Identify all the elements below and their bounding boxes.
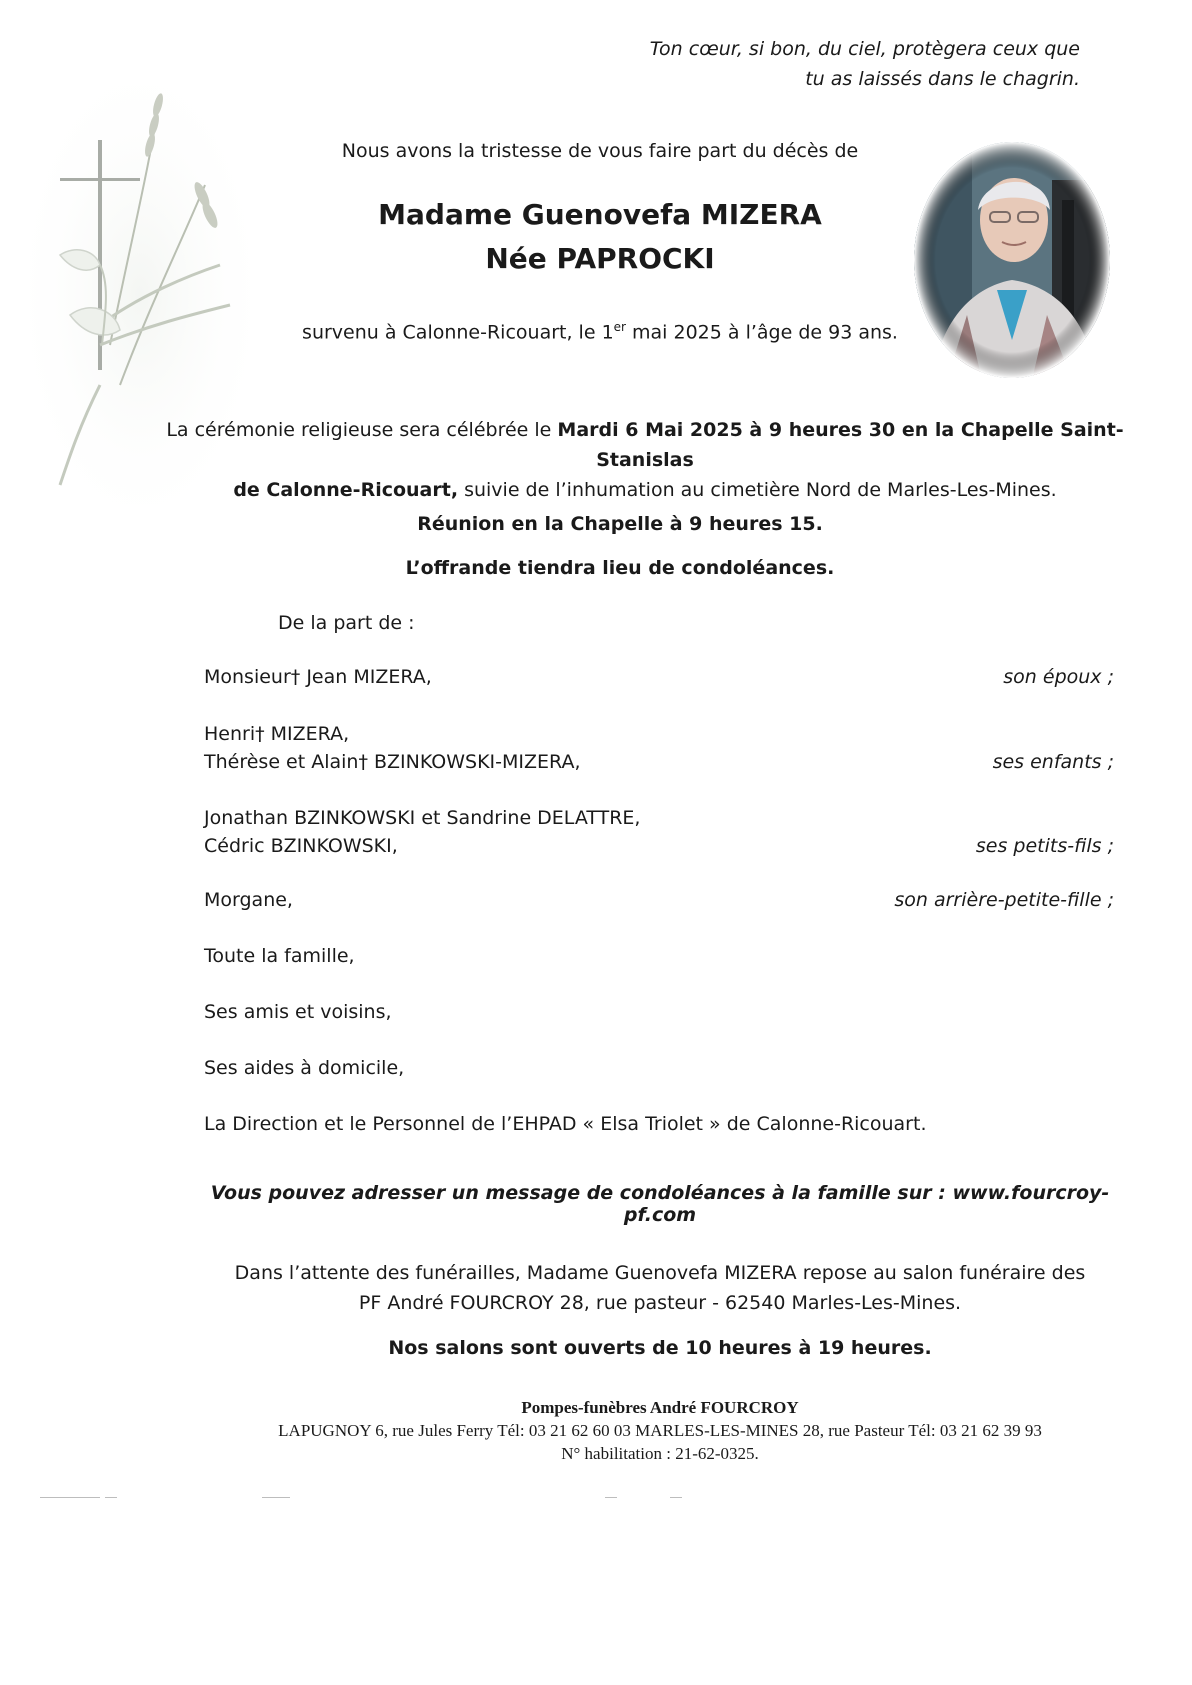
footer [200,1396,1120,1465]
epitaph-line-2: tu as laissés dans le chagrin. [805,68,1080,90]
family-spouse [204,663,1114,691]
epitaph-line-1: Ton cœur, si bon, du ciel, protègera ceux que [649,38,1080,60]
salon-hours: Nos salons sont ouverts de 10 heures à 19 heures. [388,1337,932,1359]
portrait-photo [912,140,1112,380]
maiden-name: Née PAPROCKI [485,242,715,275]
children-relation: ses enfants ; [992,751,1114,773]
ceremony-text-1: La cérémonie religieuse sera célébrée le [166,419,558,441]
footer-company: Pompes-funèbres André FOURCROY [521,1398,799,1417]
family-other-2: Ses amis et voisins, [204,1001,392,1023]
child-2-name: Thérèse et Alain† BZINKOWSKI-MIZERA, [204,751,581,773]
ceremony-text-2: suivie de l’inhumation au cimetière Nord de Marles-Les-Mines. [458,479,1057,501]
family-children [204,720,1114,776]
family-grandchildren [204,804,1114,860]
death-info [260,320,940,343]
grandchildren-line-1: Jonathan BZINKOWSKI et Sandrine DELATTRE, [204,807,641,829]
grandchildren-line-2: Cédric BZINKOWSKI, [204,835,398,857]
intro-text: Nous avons la tristesse de vous faire part du décès de [341,140,859,162]
ceremony-town: de Calonne-Ricouart, [233,479,459,501]
salon-line-2: PF André FOURCROY 28, rue pasteur - 62540 Marles-Les-Mines. [358,1292,962,1314]
scan-artifact [605,1497,617,1498]
scan-artifact [670,1497,682,1498]
family-great-grandchild [204,886,1114,914]
death-info-suffix: mai 2025 à l’âge de 93 ans. [625,321,898,344]
ceremony-info [160,415,1130,505]
scan-artifact [262,1497,290,1498]
salon-info [200,1258,1120,1318]
great-grandchild-relation: son arrière-petite-fille ; [894,889,1114,911]
child-1-name: Henri† MIZERA, [204,723,350,745]
from-label: De la part de : [278,612,415,634]
scan-artifact [105,1497,117,1498]
spouse-name: Monsieur† Jean MIZERA, [204,666,432,688]
scan-artifact [40,1497,100,1498]
great-grandchild-name: Morgane, [204,889,293,911]
family-other-1: Toute la famille, [204,945,355,967]
death-info-prefix: survenu à Calonne-Ricouart, le 1 [302,321,614,344]
web-condolence-message: Vous pouvez adresser un message de condoléances à la famille sur : www.fourcroy-pf.com [210,1182,1110,1226]
epitaph-quote [650,34,1080,94]
ceremony-date-place: Mardi 6 Mai 2025 à 9 heures 30 en la Chapelle Saint-Stanislas [557,419,1124,471]
footer-addresses: LAPUGNOY 6, rue Jules Ferry Tél: 03 21 62 60 03 MARLES-LES-MINES 28, rue Pasteur Tél: 03 21 62 39 93 [278,1421,1042,1440]
death-info-sup: er [613,320,626,334]
family-other-4: La Direction et le Personnel de l’EHPAD « Elsa Triolet » de Calonne-Ricouart. [204,1113,927,1135]
offrande-text: L’offrande tiendra lieu de condoléances. [405,557,835,579]
spouse-relation: son époux ; [1003,666,1114,688]
deceased-name: Madame Guenovefa MIZERA [378,198,822,231]
salon-line-1: Dans l’attente des funérailles, Madame Guenovefa MIZERA repose au salon funéraire des [234,1262,1086,1284]
reunion-text: Réunion en la Chapelle à 9 heures 15. [417,513,823,535]
grandchildren-relation: ses petits-fils ; [975,835,1114,857]
family-other-3: Ses aides à domicile, [204,1057,405,1079]
footer-habilitation: N° habilitation : 21-62-0325. [561,1444,759,1463]
